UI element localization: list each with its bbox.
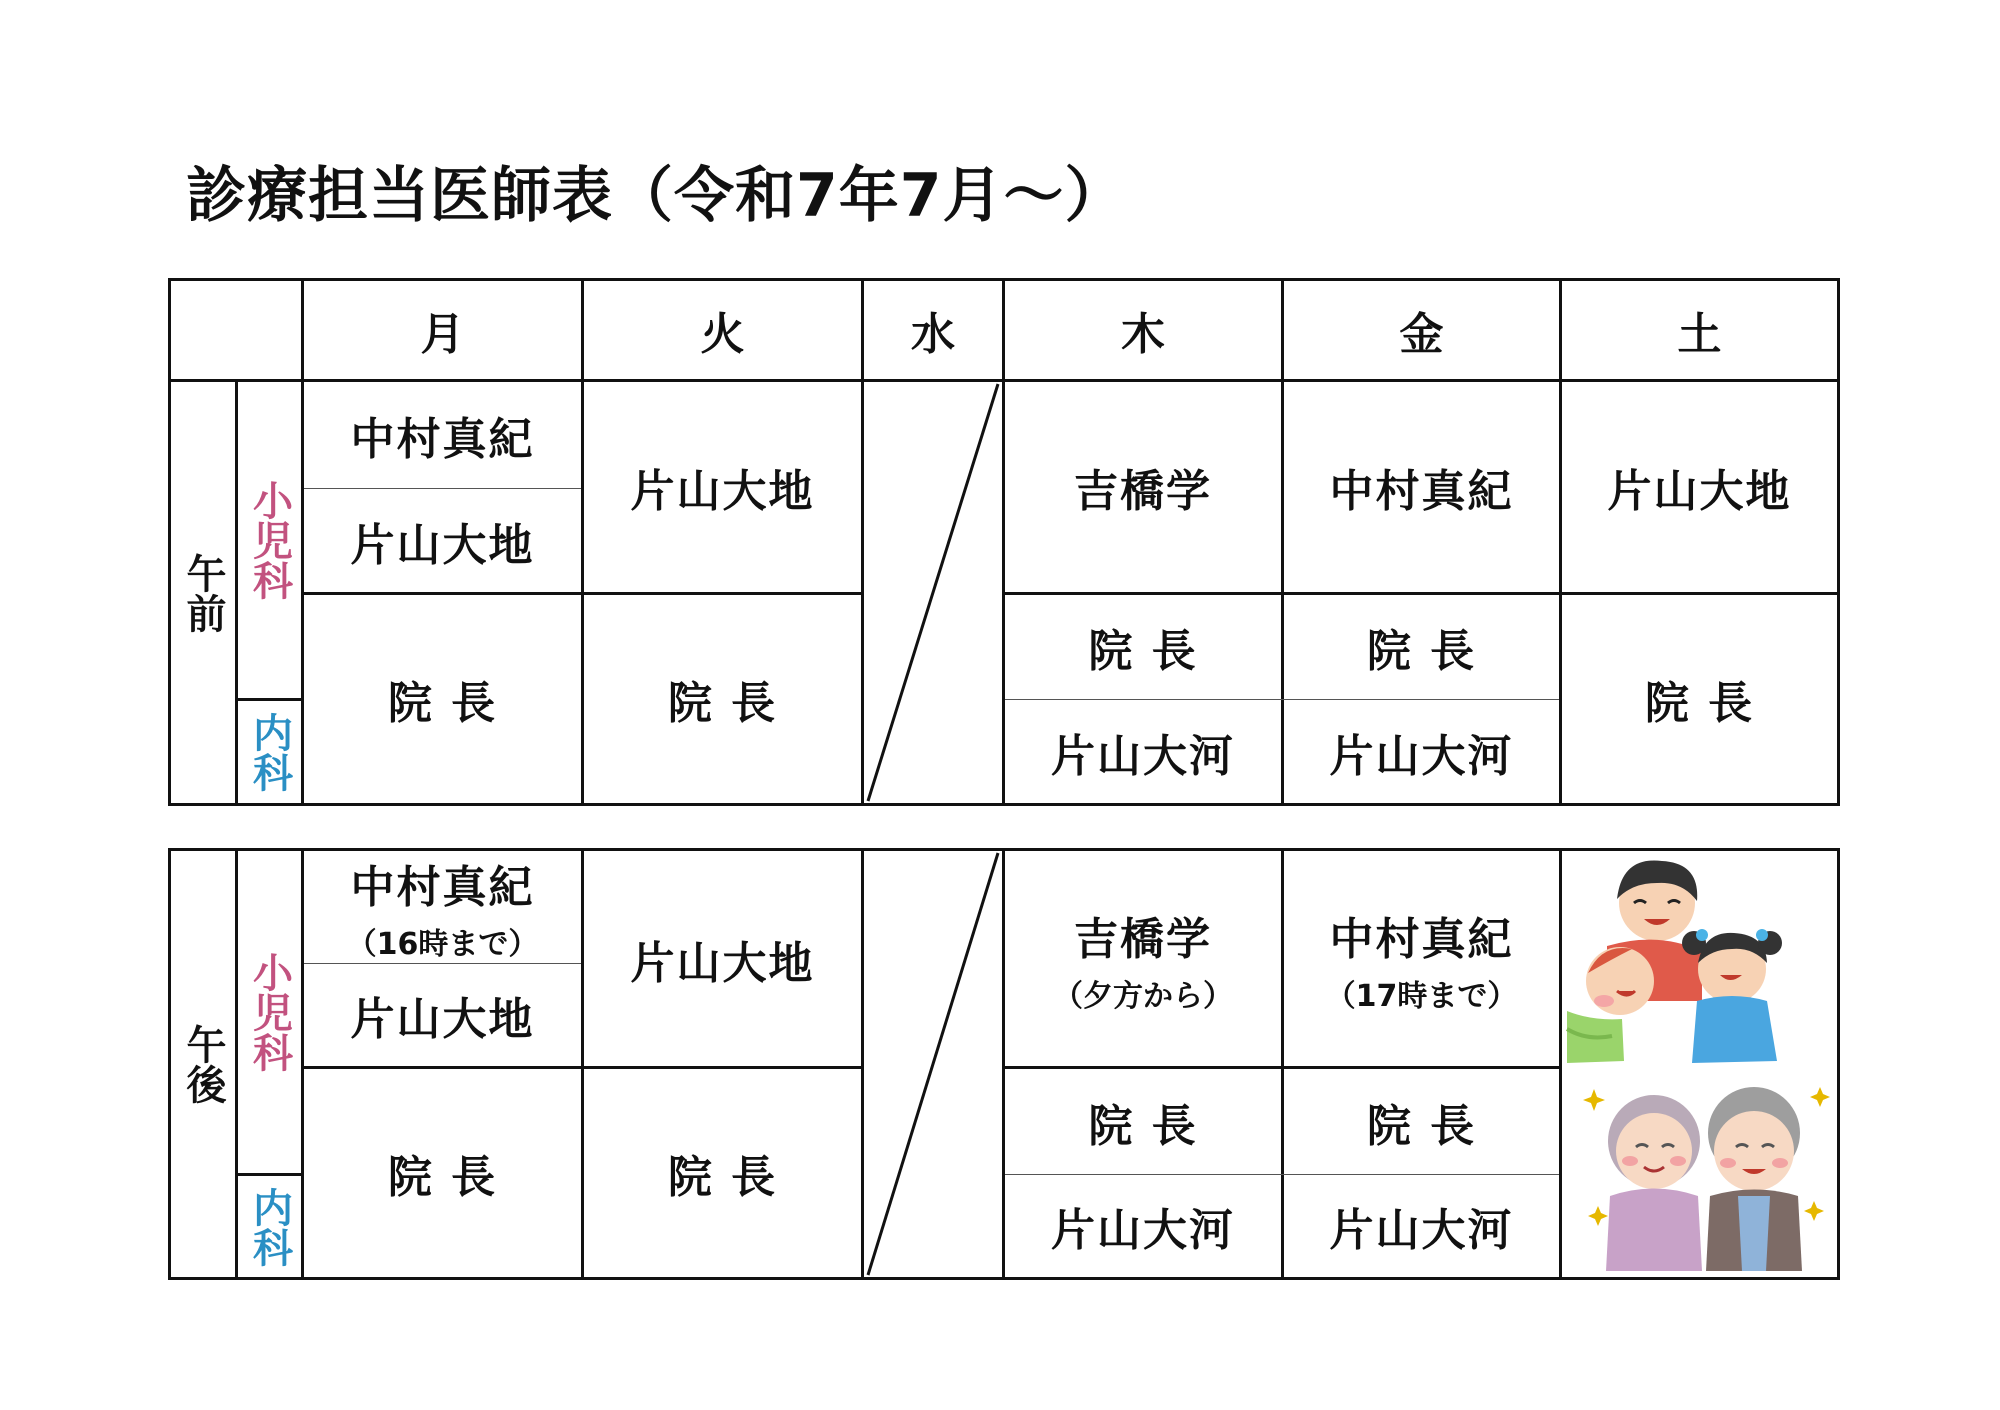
day-header-thu: 木 [1121,309,1165,360]
doctor-name: 院 長 [1366,626,1477,677]
doctor-name: 片山大地 [350,994,535,1045]
day-header-fri: 金 [1399,309,1444,360]
doctor-name: 片山大地 [630,937,815,989]
page-title: 診療担当医師表（令和7年7月～） [186,161,1126,231]
pm-label: 午後 [180,1024,226,1104]
day-header-wed: 水 [911,309,955,360]
internal-label: 内科 [246,1186,293,1267]
doctor-name: 院 長 [1644,678,1755,729]
doctor-name: 片山大地 [630,466,815,517]
pediatrics-label: 小児科 [246,480,293,600]
doctor-name: 吉橋学 [1074,913,1212,965]
doctor-name: 院 長 [1366,1100,1477,1152]
doctor-name: 院 長 [1088,626,1198,677]
day-header-tue: 火 [700,309,745,360]
doctor-name: 中村真紀 [1329,913,1514,965]
pm-schedule-table [168,848,1840,1280]
doctor-name: 吉橋学 [1074,466,1212,517]
family-illustration [1562,851,1837,1277]
hours-note: （16時まで） [346,927,539,962]
doctor-name: 中村真紀 [1329,466,1514,517]
doctor-name: 片山大地 [1607,466,1792,517]
am-schedule-table [168,278,1840,806]
hours-note: （17時まで） [1325,978,1518,1014]
doctor-name: 院 長 [387,1152,498,1203]
doctor-name: 院 長 [387,678,498,729]
doctor-name: 院 長 [1088,1100,1198,1152]
doctor-name: 中村真紀 [350,862,535,913]
doctor-name: 片山大河 [1329,1205,1514,1256]
doctor-name: 片山大河 [1051,730,1235,782]
closed-diagonal-line [864,382,1002,803]
am-label: 午前 [180,552,226,633]
doctor-name: 片山大河 [1329,730,1514,782]
internal-label: 内科 [246,712,293,792]
day-header-mon: 月 [420,309,465,360]
doctor-name: 片山大地 [350,519,535,571]
day-header-sat: 土 [1677,309,1722,360]
closed-diagonal-line [864,851,1002,1277]
doctor-name: 中村真紀 [350,414,535,465]
pediatrics-label: 小児科 [246,952,293,1072]
doctor-name: 院 長 [667,1152,778,1203]
doctor-name: 院 長 [667,678,778,729]
doctor-name: 片山大河 [1051,1205,1235,1256]
hours-note: （夕方から） [1053,978,1233,1014]
